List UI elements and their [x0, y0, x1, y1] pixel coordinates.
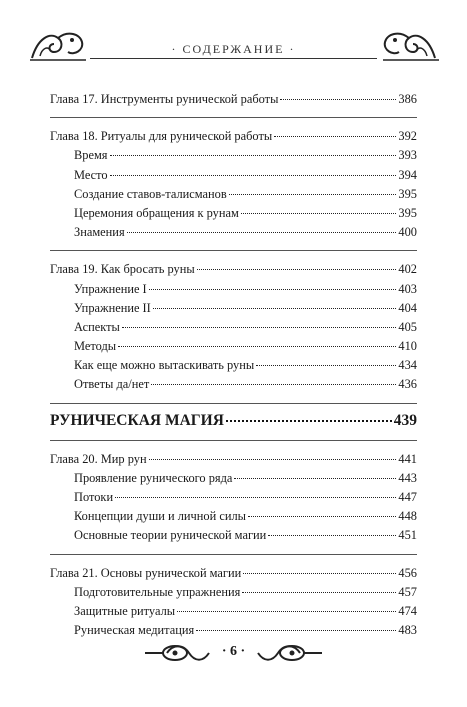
toc-entry-page: 395 [398, 205, 417, 220]
header-title: · СОДЕРЖАНИЕ · [28, 42, 439, 57]
leader-dots [234, 478, 396, 479]
leader-dots [110, 175, 397, 176]
leader-dots [241, 213, 397, 214]
toc-subentry[interactable] [50, 223, 417, 242]
page-footer [0, 638, 467, 668]
toc-entry-label: Руническая медитация [74, 623, 195, 638]
toc-subentry[interactable] [50, 318, 417, 337]
toc-subentry[interactable] [50, 375, 417, 394]
leader-dots [196, 630, 396, 631]
leader-dots [256, 365, 396, 366]
toc-entry-page: 474 [398, 603, 417, 618]
toc-subentry[interactable] [50, 356, 417, 375]
leader-dots [226, 420, 392, 422]
leader-dots [268, 535, 396, 536]
toc-subentry[interactable] [50, 602, 417, 621]
toc-entry[interactable] [50, 90, 417, 109]
leader-dots [177, 611, 396, 612]
toc-entry-label: Глава 20. Мир рун [50, 451, 147, 466]
toc-entry-label: Время [74, 148, 108, 163]
toc-entry-page: 402 [398, 262, 417, 277]
toc-entry-label: Церемония обращения к рунам [74, 205, 239, 220]
toc-entry-label: Глава 18. Ритуалы для рунической работы [50, 129, 273, 144]
leader-dots [110, 155, 397, 156]
toc-entry-page: 405 [398, 319, 417, 334]
toc-subentry[interactable] [50, 469, 417, 488]
toc-entry-label: Создание ставов-талисманов [74, 186, 227, 201]
toc-entry[interactable] [50, 127, 417, 146]
toc-entry-label: Как еще можно вытаскивать руны [74, 358, 255, 373]
toc-chapter-21 [50, 554, 417, 641]
toc-entry-page: 483 [398, 623, 417, 638]
toc-entry-label: Глава 19. Как бросать руны [50, 262, 195, 277]
toc-entry-page: 447 [398, 490, 417, 504]
toc-entry-page: 394 [398, 167, 417, 182]
toc-subentry[interactable] [50, 507, 417, 526]
toc-entry-label: Подготовительные упражнения [74, 584, 241, 599]
leader-dots [115, 497, 396, 498]
toc-subentry[interactable] [50, 280, 417, 299]
toc-entry-label: Знамения [74, 225, 125, 240]
toc-entry-label: Глава 17. Инструменты рунической работы [50, 92, 279, 106]
toc-entry-page: 393 [398, 148, 417, 163]
toc-entry-page: 451 [398, 528, 417, 543]
leader-dots [127, 232, 397, 233]
toc-entry-page: 410 [398, 339, 417, 354]
toc-subentry[interactable] [50, 526, 417, 545]
toc-entry-page: 392 [398, 129, 417, 144]
leader-dots [280, 99, 396, 100]
toc-entry-label: Защитные ритуалы [74, 603, 176, 618]
toc-entry-page: 456 [398, 565, 417, 580]
toc-entry-label: Упражнение I [74, 281, 147, 296]
toc-entry-page: 443 [398, 470, 417, 485]
toc-entry[interactable] [50, 260, 417, 279]
toc-subentry[interactable] [50, 337, 417, 356]
toc-subentry[interactable] [50, 488, 417, 507]
toc-entry-page: 386 [398, 92, 417, 106]
leader-dots [149, 289, 397, 290]
toc-entry-page: 448 [398, 509, 417, 524]
toc-entry-label: Упражнение II [74, 300, 151, 315]
toc-entry-label: Методы [74, 339, 117, 354]
toc-entry-page: 457 [398, 584, 417, 599]
leader-dots [151, 384, 396, 385]
leader-dots [118, 346, 396, 347]
toc-entry-label: Потоки [74, 490, 114, 504]
toc-entry-label: Глава 21. Основы рунической магии [50, 565, 242, 580]
toc-entry-label: Ответы да/нет [74, 377, 150, 392]
table-of-contents [50, 90, 417, 640]
toc-entry-page: 395 [398, 186, 417, 201]
leader-dots [248, 516, 396, 517]
toc-chapter-18 [50, 117, 417, 242]
leader-dots [153, 308, 397, 309]
leader-dots [274, 136, 396, 137]
leader-dots [242, 592, 396, 593]
leader-dots [243, 573, 396, 574]
header-rule [90, 58, 377, 59]
toc-entry-page: 436 [398, 377, 417, 392]
toc-entry-label: Концепции души и личной силы [74, 509, 246, 524]
toc-entry-label: Проявление рунического ряда [74, 470, 233, 485]
toc-subentry[interactable] [50, 185, 417, 204]
toc-entry[interactable] [50, 450, 417, 469]
toc-entry-label: РУНИЧЕСКАЯ МАГИЯ [50, 411, 224, 429]
toc-subentry[interactable] [50, 583, 417, 602]
toc-entry-page: 439 [393, 411, 417, 429]
toc-entry[interactable] [50, 564, 417, 583]
toc-entry-label: Аспекты [74, 319, 120, 334]
toc-entry-page: 404 [398, 300, 417, 315]
leader-dots [149, 459, 397, 460]
toc-entry-page: 400 [398, 225, 417, 240]
page-number: · 6 · [221, 644, 246, 659]
toc-part-heading [50, 403, 417, 432]
toc-entry-label: Место [74, 167, 108, 182]
knot-ornament-right-icon [254, 642, 324, 664]
toc-subentry[interactable] [50, 204, 417, 223]
toc-chapter-20 [50, 440, 417, 546]
dragon-ornament-right-icon [381, 28, 439, 64]
toc-chapter-19 [50, 250, 417, 394]
page-header [28, 28, 439, 68]
toc-subentry[interactable] [50, 166, 417, 185]
leader-dots [229, 194, 397, 195]
toc-entry-page: 441 [398, 451, 417, 466]
toc-chapter-17 [50, 90, 417, 109]
toc-entry-page: 434 [398, 358, 417, 373]
toc-subentry[interactable] [50, 146, 417, 165]
toc-entry-label: Основные теории рунической магии [74, 528, 267, 543]
leader-dots [122, 327, 397, 328]
toc-entry[interactable] [50, 410, 417, 432]
toc-entry-page: 403 [398, 281, 417, 296]
toc-subentry[interactable] [50, 299, 417, 318]
leader-dots [197, 269, 397, 270]
